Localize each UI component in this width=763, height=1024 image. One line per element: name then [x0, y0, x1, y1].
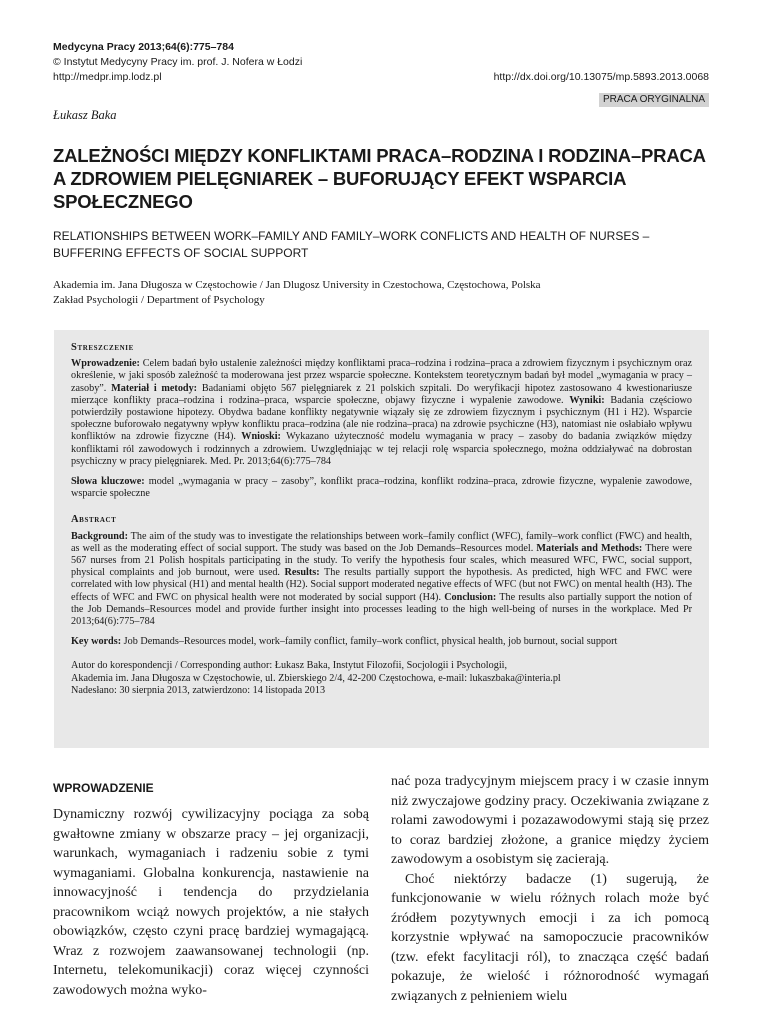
label-metody: Materiał i metody: [111, 382, 198, 394]
correspondence-line-3: Nadesłano: 30 sierpnia 2013, zatwierdzono: 14 listopada 2013 [71, 685, 326, 697]
section-heading-introduction: WPROWADZENIE [53, 781, 154, 795]
label-results: Results: [284, 567, 320, 579]
affiliation-line-2: Zakład Psychologii / Department of Psychology [53, 294, 265, 306]
journal-url[interactable]: http://medpr.imp.lodz.pl [53, 71, 162, 83]
intro-paragraph-2: Choć niektórzy badacze (1) sugerują, że funkcjonowanie w wielu różnych rolach może być źródłem pozytywnych emocji i za ich pomocą korzystnie wpływać na samopoczucie pracowników (tzw. efekt facylitacji ról), to znacząca część badań pokazuje, że wielość i różnorodność wymagań związanych z pełnieniem wielu [391, 871, 709, 1004]
text-wyniki: Badania częściowo potwierdziły postawione hipotezy. Obydwa badane konflikty negatywnie wiązały się ze zdrowiem fizycznym i psychicznym (H1 i H2). Wsparcie społeczne buforowało negatywny wpływ konfliktu praca–rodzina (ale nie rodzina–praca) na zdrowie psychiczne (H3), natomiast nie osłabiało wpływu konfliktów na zdrowie fizyczne (H4). [71, 394, 692, 443]
affiliation-line-1: Akademia im. Jana Długosza w Częstochowie / Jan Dlugosz University in Czestochowa, Częstochowa, Polska [53, 279, 541, 291]
text-wprowadzenie: Celem badań było ustalenie zależności między konfliktami praca–rodzina i rodzina–praca a zdrowiem fizycznym i psychicznym oraz określenie, w jaki sposób zależność ta moderowana jest przez wsparcie społeczne. Kontekstem teoretycznym badań był model „wymagania w pracy – zasoby”. [71, 358, 692, 394]
label-conclusion: Conclusion: [444, 591, 497, 603]
doi-link[interactable]: http://dx.doi.org/10.13075/mp.5893.2013.0068 [493, 71, 709, 83]
abstract-text [71, 531, 692, 629]
abstract-heading: Abstract [71, 514, 117, 526]
intro-paragraph-1-continued: nać poza tradycyjnym miejscem pracy i w czasie innym niż zwyczajowe godziny pracy. Oczekiwania związane z rolami zawodowymi i pozazawodowymi stają się przez to coraz bardziej złożone, a granice między życiem zawodowym a osobistym się zacierają. [391, 774, 709, 867]
text-wnioski: Wykazano użyteczność modelu wymagania w pracy – zasoby do badania związków między konfliktami ról zawodowych i rodzinnych a zdrowiem. Uwzględniając w tej relacji rolę wsparcia społecznego, można oddziaływać na dobrostan psychiczny w pracy pielęgniarek. Med. Pr. 2013;64(6):775–784 [71, 431, 692, 467]
copyright-notice: © Instytut Medycyny Pracy im. prof. J. Nofera w Łodzi [53, 56, 303, 68]
text-results: The results partially support the hypothesis. As predicted, high WFC and FWC were correlated with low physical (H1) and mental health (H2). Social support moderated negative effects of WFC (but not FWC) on mental health (H3). The effects of WFC and FWC on physical health were not moderated by social support (H4). [71, 567, 693, 603]
label-wprowadzenie: Wprowadzenie: [71, 358, 140, 370]
correspondence-line-2: Akademia im. Jana Długosza w Częstochowie, ul. Zbierskiego 2/4, 42-200 Częstochowa, e-mail: lukaszbaka@interia.pl [71, 672, 561, 684]
label-methods: Materials and Methods: [536, 542, 643, 554]
intro-paragraph-1: Dynamiczny rozwój cywilizacyjny pociąga za sobą gwałtowne zmiany w obszarze pracy – jej organizacji, warunkach, wymaganiach i radzeniu sobie z tymi wymaganiami. Globalna konkurencja, nastawienie na innowacyjność i tendencja do przydzielania pracownikom wciąż nowych projektów, a nie stałych obowiązków, często czyni pracę bardziej wymagającą. Wraz z rozwojem zaawansowanej technologii (np. Internetu, telekomunikacji) coraz więcej czynności zawodowych można wyko- [53, 807, 369, 998]
title-polish: ZALEŻNOŚCI MIĘDZY KONFLIKTAMI PRACA–RODZINA I RODZINA–PRACA A ZDROWIEM PIELĘGNIAREK – BUFORUJĄCY EFEKT WSPARCIA SPOŁECZNEGO [53, 145, 706, 212]
text-slowa-kluczowe: model „wymagania w pracy – zasoby”, konflikt praca–rodzina, konflikt rodzina–praca, zdrowie fizyczne, wypalenie zawodowe, wsparcie społeczne [71, 476, 692, 500]
title-english: RELATIONSHIPS BETWEEN WORK–FAMILY AND FAMILY–WORK CONFLICTS AND HEALTH OF NURSES – BUFFERING EFFECTS OF SOCIAL SUPPORT [53, 229, 650, 260]
key-words [71, 636, 692, 648]
article-type-badge: PRACA ORYGINALNA [599, 93, 709, 107]
text-key-words: Job Demands–Resources model, work–family conflict, family–work conflict, physical health, job burnout, social support [121, 636, 618, 648]
journal-header [53, 40, 709, 85]
author-name: Łukasz Baka [53, 108, 117, 122]
correspondence [71, 660, 692, 698]
streszczenie-text [71, 358, 692, 468]
label-wnioski: Wnioski: [241, 431, 281, 443]
streszczenie-heading: Streszczenie [71, 342, 134, 353]
label-slowa-kluczowe: Słowa kluczowe: [71, 476, 145, 488]
label-key-words: Key words: [71, 636, 122, 648]
text-methods: There were 567 nurses from 21 Polish hospitals participating in the study. To verify the hypothesis four scales, which measured WFC, FWC, social support, physical complaints and job burnout, were used. [71, 542, 692, 579]
body-column-left [53, 778, 369, 1000]
affiliation [53, 278, 709, 308]
text-metody: Badaniami objęto 567 pielęgniarek z 21 polskich szpitali. Do weryfikacji hipotez zastosowano 4 kwestionariusze mierzące konflikty praca–rodzina i rodzina–praca, wsparcie społeczne, objawy fizyczne i wypalenie zawodowe. [71, 382, 692, 406]
slowa-kluczowe [71, 476, 692, 500]
abstract-box [54, 330, 709, 748]
correspondence-line-1: Autor do korespondencji / Corresponding author: Łukasz Baka, Instytut Filozofii, Socjologii i Psychologii, [71, 660, 508, 672]
label-wyniki: Wyniki: [569, 394, 605, 406]
label-background: Background: [71, 530, 128, 542]
body-column-right [391, 772, 709, 1006]
text-conclusion: The results also partially support the notion of the Job Demands–Resources model and provide further insight into processes leading to the high well-being of nurses in the workplace. Med Pr 2013;64(6):775–784 [71, 591, 693, 628]
journal-citation: Medycyna Pracy 2013;64(6):775–784 [53, 41, 234, 53]
text-background: The aim of the study was to investigate the relationships between work–family conflict (WFC), family–work conflict (FWC) and health, as well as the moderating effect of social support. The study was based on the Job Demands–Resources model. [71, 530, 692, 554]
